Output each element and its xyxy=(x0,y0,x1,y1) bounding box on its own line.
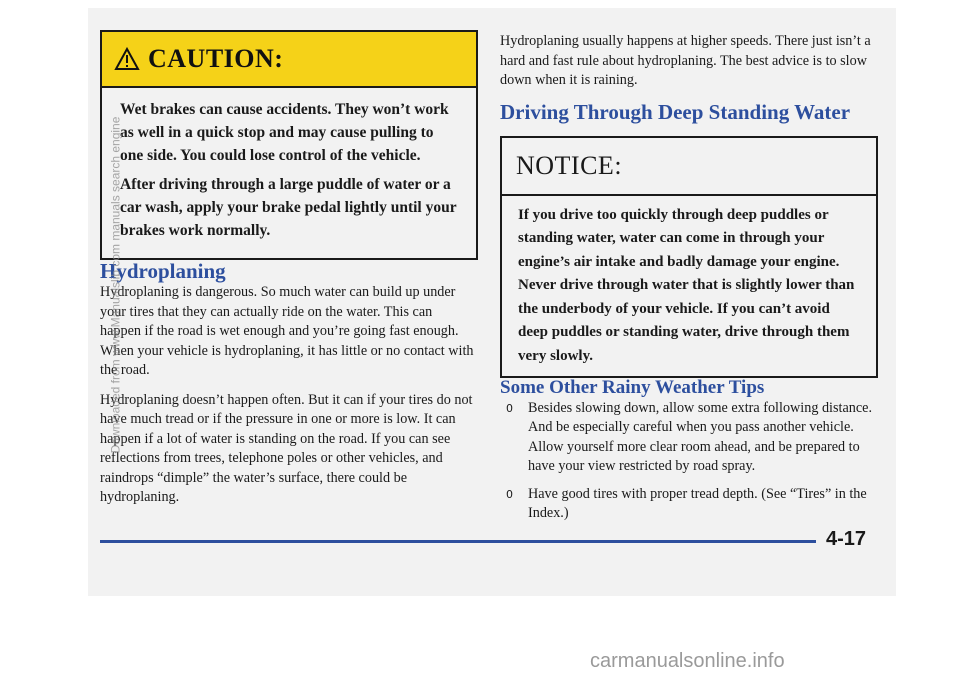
notice-text: If you drive too quickly through deep puddles or standing water, water can come in through your engine’s air intake and badly damage your engine. Never drive through water that is slightly lower than the underbody of your vehicle. If you can’t avoid deep puddles or standing water, drive through them very slowly. xyxy=(518,206,855,364)
list-item xyxy=(500,399,876,477)
caution-header xyxy=(102,32,476,88)
body-paragraph: Hydroplaning is dangerous. So much water can build up under your tires that they can actually ride on the water. This can happen if the road is wet enough and you’re going fast enough. When your vehicle is hydroplaning, it has little or no contact with the road. xyxy=(100,284,474,379)
caution-paragraph: After driving through a large puddle of water or a car wash, apply your brake pedal lightly until your brakes work normally. xyxy=(120,176,457,239)
footer-rule xyxy=(100,540,816,543)
deep-water-heading: Driving Through Deep Standing Water xyxy=(500,99,851,124)
bullet-glyph: 0 xyxy=(506,401,513,415)
caution-title: CAUTION: xyxy=(148,44,284,73)
hydroplaning-heading: Hydroplaning xyxy=(100,259,226,283)
rainy-tips-heading: Some Other Rainy Weather Tips xyxy=(500,377,765,399)
notice-header xyxy=(502,138,876,196)
caution-paragraph: Wet brakes can cause accidents. They won’t work as well in a quick stop and may cause pulling to one side. You could lose control of the vehicle. xyxy=(120,101,449,164)
bullet-glyph: 0 xyxy=(506,487,513,501)
side-watermark xyxy=(104,116,126,454)
body-paragraph: Hydroplaning doesn’t happen often. But it can if your tires do not have much tread or if the pressure in one or more is low. It can happen if a lot of water is standing on the road. If you can see reflections from trees, telephone poles or other vehicles, and raindrops “dimple” the water’s surface, there could be hydroplaning. xyxy=(100,391,473,506)
right-column xyxy=(500,32,876,532)
intro-text xyxy=(500,32,876,91)
notice-body xyxy=(502,196,876,377)
page-number: 4-17 xyxy=(826,528,867,550)
body-paragraph: Hydroplaning usually happens at higher speeds. There just isn’t a hard and fast rule about hydroplaning. The best advice is to slow down when it is raining. xyxy=(500,33,871,88)
list-item xyxy=(500,485,876,524)
caution-body xyxy=(102,88,476,258)
notice-title: NOTICE: xyxy=(516,150,623,180)
left-column xyxy=(100,30,476,518)
warning-triangle-icon xyxy=(114,47,140,71)
bottom-watermark: carmanualsonline.info xyxy=(590,650,785,672)
hydroplaning-text xyxy=(100,283,476,508)
rainy-tips-list xyxy=(500,399,876,524)
side-watermark-text: Downloaded from www.Manualslib.com manuals search engine xyxy=(108,116,122,454)
list-item-text: Have good tires with proper tread depth. (See “Tires” in the Index.) xyxy=(528,485,867,522)
list-item-text: Besides slowing down, allow some extra following distance. And be especially careful when you pass another vehicle. Allow yourself more clear room ahead, and be prepared to have your view restricted by road spray. xyxy=(528,399,872,475)
notice-box xyxy=(500,136,878,379)
caution-box xyxy=(100,30,478,260)
